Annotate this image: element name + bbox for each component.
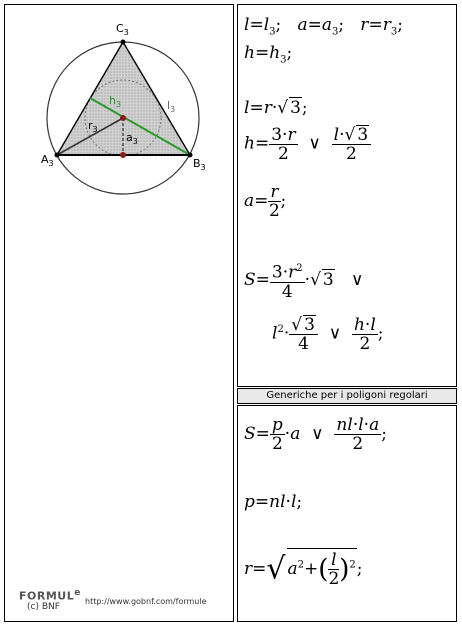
logo-copyright: (c) BNF — [27, 602, 60, 612]
formula-equalities: $l=l_3$; $a=a_3$; $r=r_3$; — [244, 15, 403, 38]
formula-apothem: a= $\frac{r}{2}$ ; — [244, 182, 287, 221]
generic-polygons-banner: Generiche per i poligoni regolari — [237, 388, 457, 404]
logo-url[interactable]: http://www.gobnf.com/formule — [85, 597, 207, 606]
formula-area-1: S= $\frac{3\cdot r^2}{4}$ ·√ 3 ∨ — [244, 260, 363, 301]
label-h: $h_3$ — [109, 94, 122, 109]
label-a-apothem: $a_3$ — [126, 131, 138, 146]
formula-radius: r=√ $a^2+$( $\frac{l}{2}$ )$^2$; — [244, 550, 363, 589]
vertex-a — [55, 153, 60, 158]
label-r: $r_3$ — [88, 119, 98, 134]
label-a: $A_3$ — [41, 153, 54, 168]
generic-formulas-panel — [237, 405, 457, 622]
center-point — [120, 115, 126, 121]
triangle-diagram — [5, 5, 235, 205]
vertex-b — [188, 153, 193, 158]
triangle-formulas-panel — [237, 4, 457, 387]
formula-area-2: $l^2\cdot$ $\frac{√ 3}{4}$ ∨ $\frac{h\cdot l}{2}$ ; — [272, 314, 384, 354]
formula-generic-area: S= $\frac{p}{2}$ ·a ∨ $\frac{nl\cdot l\cdot a}{2}$ ; — [244, 415, 387, 454]
formula-perimeter: p=nl·l; — [244, 492, 303, 512]
formula-h-equality: $h=h_3$; — [244, 43, 293, 66]
logo-word: FORMUL$^e$ — [19, 588, 81, 603]
diagram-panel — [4, 4, 234, 622]
label-c: $C_3$ — [116, 22, 129, 37]
label-l: $l_3$ — [167, 99, 176, 114]
formula-height: h= $\frac{3\cdot r}{2}$ ∨ $\frac{l\cdot√ 3}{2}$ — [244, 125, 371, 163]
vertex-c — [121, 40, 126, 45]
formula-side: l=r·√ 3; — [244, 98, 308, 118]
foot-point — [120, 152, 126, 158]
label-b: $B_3$ — [193, 157, 206, 172]
bnf-logo — [19, 588, 207, 612]
